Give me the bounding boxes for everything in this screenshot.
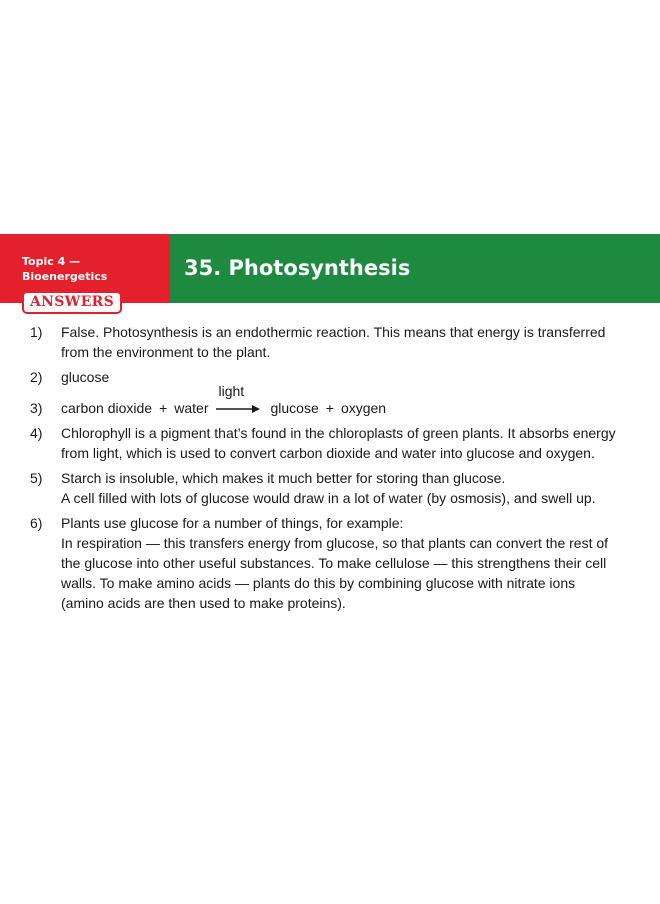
answer-1 <box>30 322 640 362</box>
answer-number: 1) <box>30 324 43 340</box>
plus-sign: + <box>159 400 168 416</box>
answer-number: 5) <box>30 470 43 486</box>
answer-line: (amino acids are then used to make proteins). <box>61 595 346 611</box>
answer-line: from light, which is used to convert carbon dioxide and water into glucose and oxygen. <box>61 445 595 461</box>
answer-list <box>30 322 640 618</box>
reaction-arrow <box>216 383 260 418</box>
answer-line: Plants use glucose for a number of things, for example: <box>61 515 404 531</box>
answer-line: the glucose into other useful substances. To make cellulose — this strengthens their cell <box>61 555 607 571</box>
answer-number: 4) <box>30 425 43 441</box>
answer-number: 6) <box>30 515 43 531</box>
topic-name: Bioenergetics <box>22 270 108 283</box>
page-header <box>0 234 660 310</box>
answer-line: walls. To make amino acids — plants do this by combining glucose with nitrate ions <box>61 575 576 591</box>
topic-number: Topic 4 — <box>22 255 81 268</box>
page-title: 35. Photosynthesis <box>184 256 411 280</box>
reactant-water: water <box>174 400 209 416</box>
product-oxygen: oxygen <box>340 400 387 416</box>
answer-number: 2) <box>30 369 43 385</box>
right-arrow-icon <box>216 404 260 414</box>
answer-2 <box>30 367 640 387</box>
answer-line: from the environment to the plant. <box>61 344 271 360</box>
answer-line: A cell filled with lots of glucose would draw in a lot of water (by osmosis), and swell up. <box>61 490 596 506</box>
reaction-condition: light <box>218 383 245 399</box>
answer-line: Chlorophyll is a pigment that’s found in the chloroplasts of green plants. It absorbs energy <box>61 425 616 441</box>
answer-line: False. Photosynthesis is an endothermic reaction. This means that energy is transferred <box>61 324 606 340</box>
answer-5 <box>30 468 640 508</box>
title-block <box>170 234 660 303</box>
answer-6 <box>30 513 640 613</box>
word-equation <box>61 383 640 418</box>
product-glucose: glucose <box>270 400 319 416</box>
answer-3 <box>30 383 640 418</box>
answer-number: 3) <box>30 400 43 416</box>
plus-sign: + <box>325 400 334 416</box>
reactant-carbon-dioxide: carbon dioxide <box>61 400 153 416</box>
topic-block <box>0 234 170 310</box>
answer-4 <box>30 423 640 463</box>
answers-badge: ANSWERS <box>22 291 122 314</box>
answer-line: Starch is insoluble, which makes it much better for storing than glucose. <box>61 470 506 486</box>
answer-line: glucose <box>61 369 110 385</box>
answer-line: In respiration — this transfers energy from glucose, so that plants can convert the rest of <box>61 535 609 551</box>
topic-label <box>22 254 107 284</box>
